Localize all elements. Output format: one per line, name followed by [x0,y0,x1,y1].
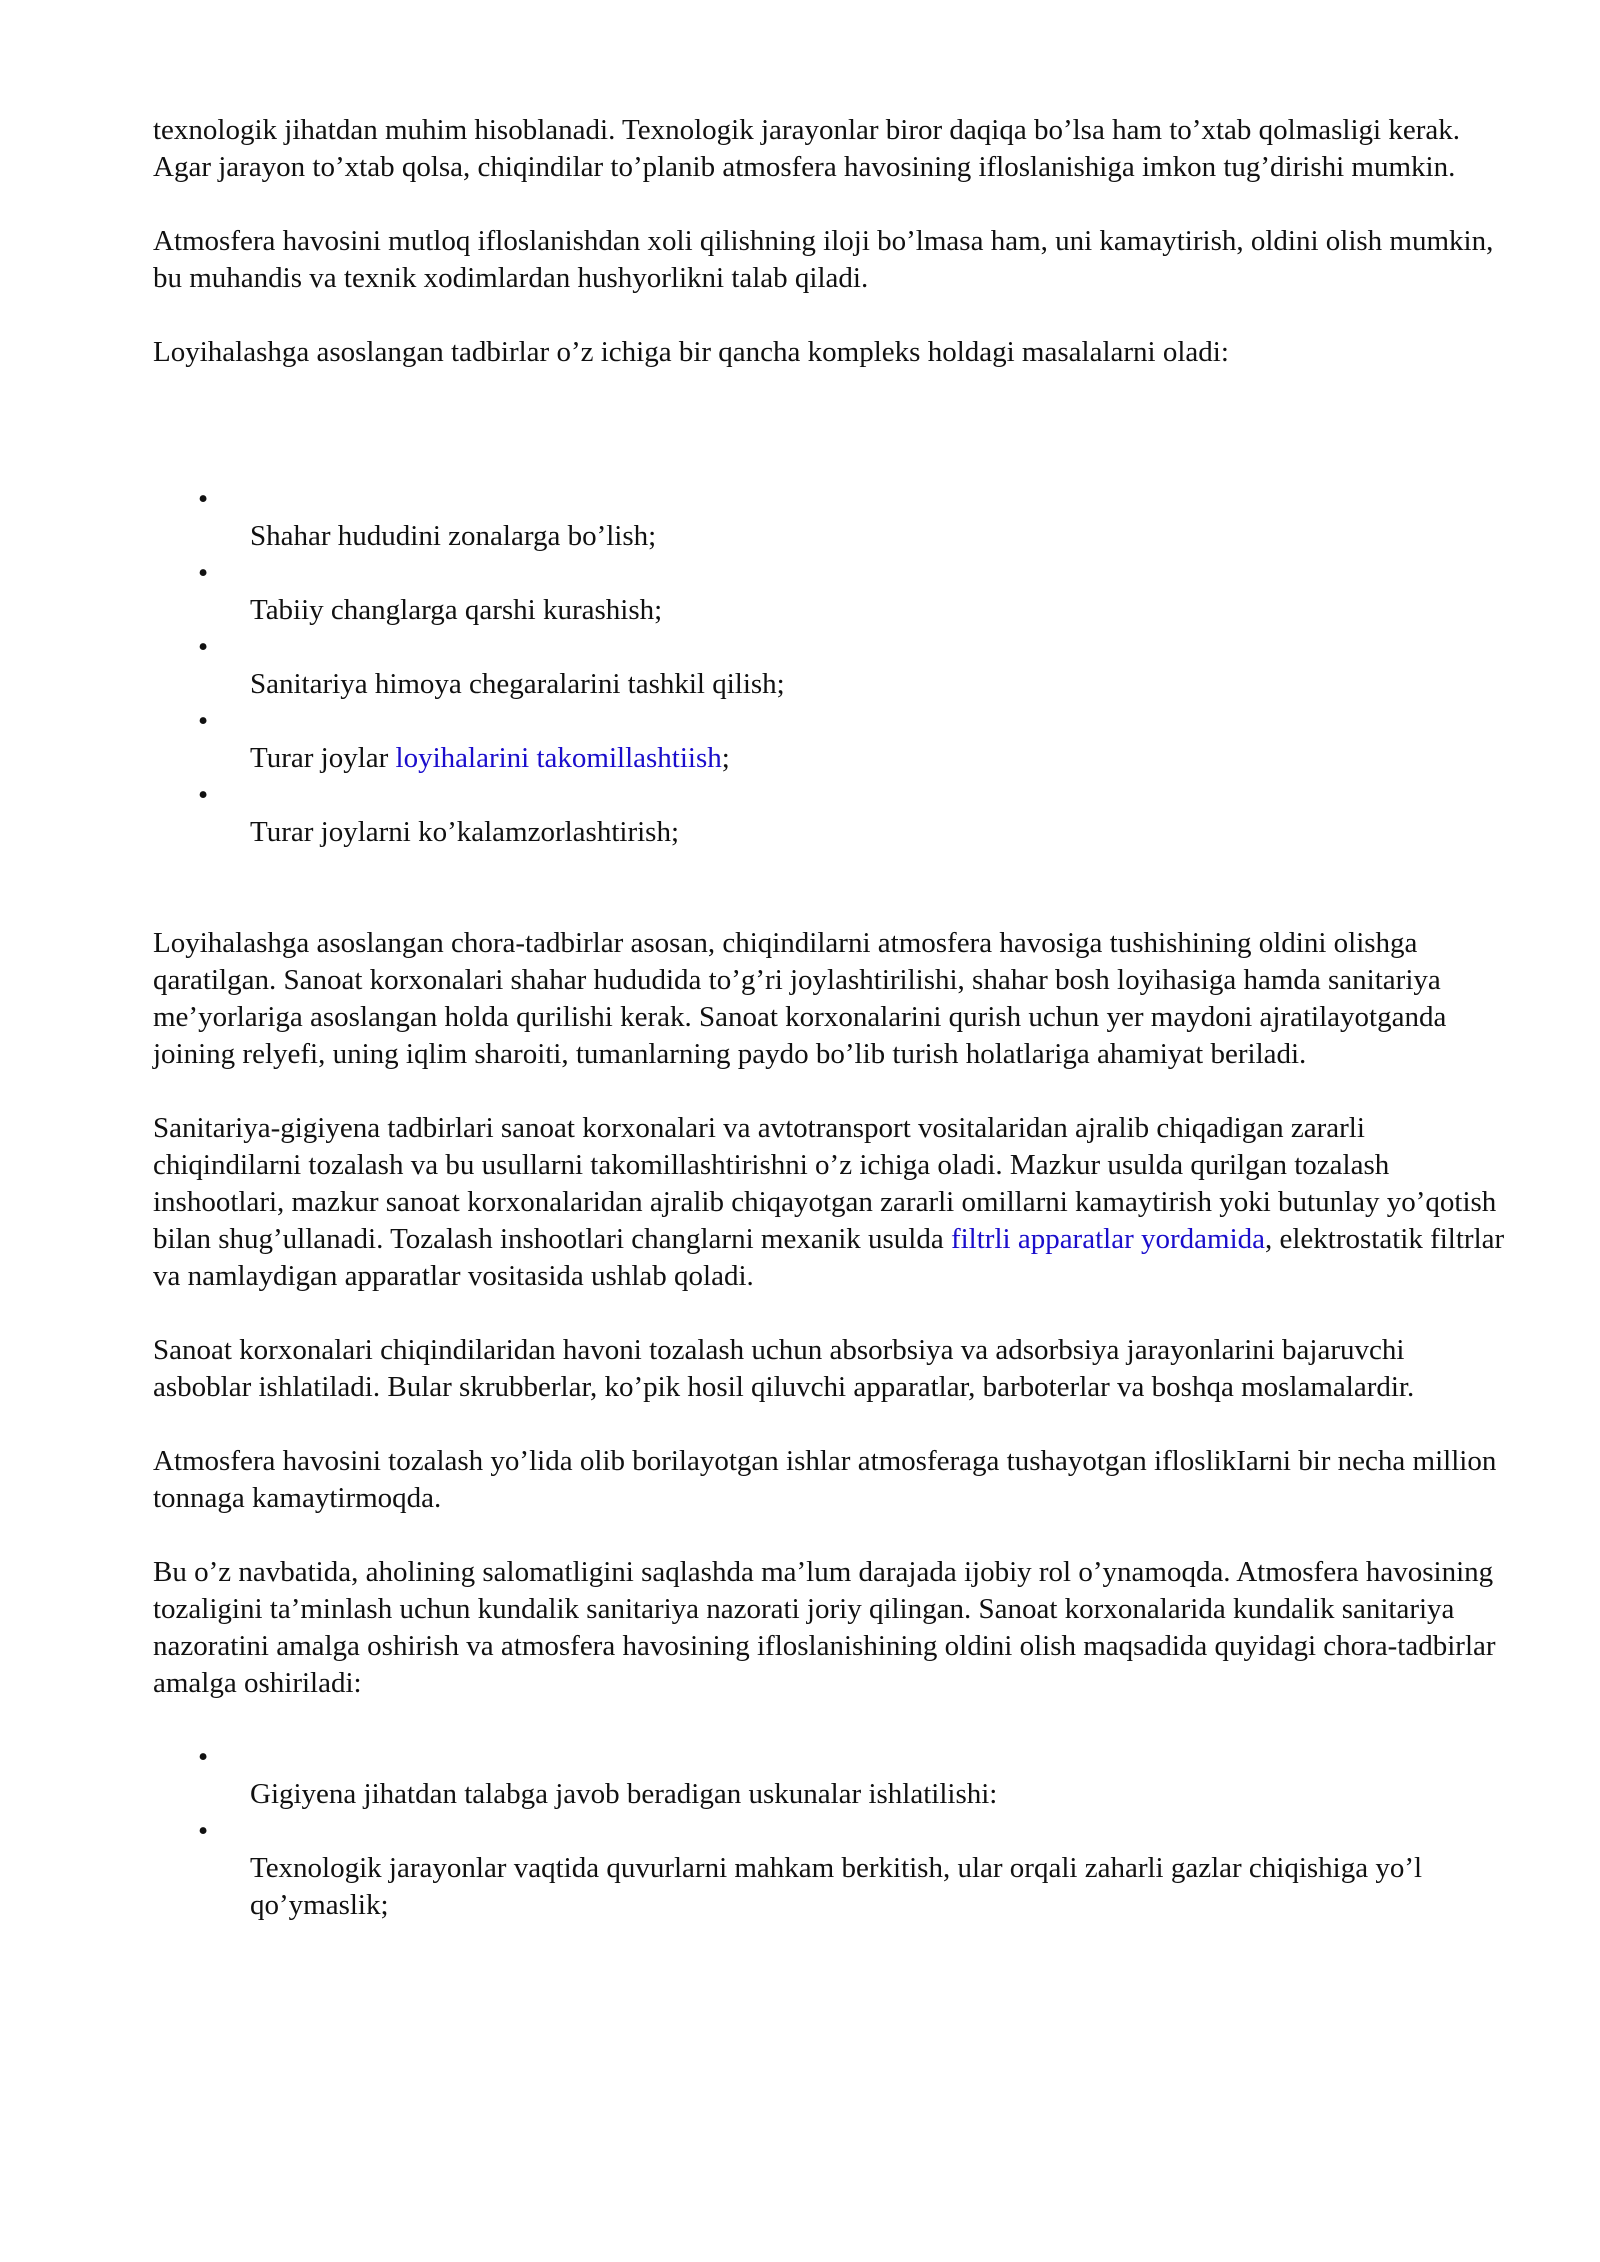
list-item-text: Turar joylar [250,742,396,774]
list-item-text: Shahar hududini zonalarga bo’lish; [250,520,657,552]
paragraph: Atmosfera havosini tozalash yo’lida olib borilayotgan ishlar atmosferaga tushayotgan ifloslikIarni bir necha million tonnaga kamaytirmoqda. [153,1445,1497,1514]
list-item-text: ; [721,742,730,774]
bullet-icon: • [198,631,209,663]
hyperlink[interactable]: loyihalarini takomillashtiish [395,742,722,774]
bullet-list [153,481,1508,851]
bullet-list [153,1739,1508,1924]
paragraph: texnologik jihatdan muhim hisoblanadi. Texnologik jarayonlar biror daqiqa bo’lsa ham to’xtab qolmasligi kerak. Agar jarayon to’xtab qolsa, chiqindilar to’planib atmosfera havosining ifloslanishiga imkon tug’dirishi mumkin. [153,114,1460,183]
spacer [153,851,1508,888]
list-item [153,777,1508,851]
paragraph: Atmosfera havosini mutloq ifloslanishdan xoli qilishning iloji bo’lmasa ham, uni kamaytirish, oldini olish mumkin, bu muhandis va texnik xodimlardan hushyorlikni talab qiladi. [153,225,1494,294]
list-item-text: Tabiiy changlarga qarshi kurashish; [250,594,663,626]
list-item-text: Gigiyena jihatdan talabga javob beradigan uskunalar ishlatilishi: [250,1778,998,1810]
list-item-text: Texnologik jarayonlar vaqtida quvurlarni mahkam berkitish, ular orqali zaharli gazlar chiqishiga yo’l qo’ymaslik; [250,1852,1423,1921]
list-item [153,629,1508,703]
bullet-icon: • [198,779,209,811]
bullet-icon: • [198,557,209,589]
paragraph [153,1110,1508,1295]
list-item-text: Sanitariya himoya chegaralarini tashkil qilish; [250,668,785,700]
list-item [153,703,1508,777]
paragraph: Loyihalashga asoslangan tadbirlar o’z ichiga bir qancha kompleks holdagi masalalarni oladi: [153,336,1229,368]
bullet-icon: • [198,705,209,737]
paragraph-text: , elektrostatik filtrlar va namlaydigan apparatlar vositasida ushlab qoladi. [153,1223,1505,1292]
paragraph: Bu o’z navbatida, aholining salomatligini saqlashda ma’lum darajada ijobiy rol o’ynamoqda. Atmosfera havosining tozaligini ta’minlash uchun kundalik sanitariya nazorati joriy qilingan. Sanoat korxonalarida kundalik sanitariya nazoratini amalga oshirish va atmosfera havosining ifloslanishining oldini olish maqsadida quyidagi chora-tadbirlar amalga oshiriladi: [153,1556,1496,1699]
document-page [153,112,1508,1924]
bullet-icon: • [198,483,209,515]
spacer [153,888,1508,925]
list-item [153,1739,1508,1813]
bullet-icon: • [198,1815,209,1847]
paragraph: Loyihalashga asoslangan chora-tadbirlar asosan, chiqindilarni atmosfera havosiga tushishining oldini olishga qaratilgan. Sanoat korxonalari shahar hududida to’g’ri joylashtirilishi, shahar bosh loyihasiga hamda sanitariya me’yorlariga asoslangan holda qurilishi kerak. Sanoat korxonalarini qurish uchun yer maydoni ajratilayotganda joining relyefi, uning iqlim sharoiti, tumanlarning paydo bo’lib turish holatlariga ahamiyat beriladi. [153,927,1447,1070]
spacer [153,1702,1508,1739]
bullet-icon: • [198,1741,209,1773]
list-item [153,555,1508,629]
spacer [153,371,1508,481]
list-item [153,481,1508,555]
list-item-text: Turar joylarni ko’kalamzorlashtirish; [250,816,680,848]
hyperlink[interactable]: filtrli apparatlar yordamida [950,1223,1265,1255]
paragraph-text: Sanitariya-gigiyena tadbirlari sanoat korxonalari va avtotransport vositalaridan ajralib chiqadigan zararli chiqindilarni tozalash va bu usullarni takomillashtirishni o’z ichiga oladi. Mazkur usulda qurilgan tozalash inshootlari, mazkur sanoat korxonalaridan ajralib chiqayotgan zararli omillarni kamaytirish yoki butunlay yo’qotish bilan shug’ullanadi. Tozalash inshootlari changlarni mexanik usulda [153,1112,1497,1255]
paragraph: Sanoat korxonalari chiqindilaridan havoni tozalash uchun absorbsiya va adsorbsiya jarayonlarini bajaruvchi asboblar ishlatiladi. Bular skrubberlar, ko’pik hosil qiluvchi apparatlar, barboterlar va boshqa moslamalardir. [153,1334,1415,1403]
list-item [153,1813,1508,1924]
